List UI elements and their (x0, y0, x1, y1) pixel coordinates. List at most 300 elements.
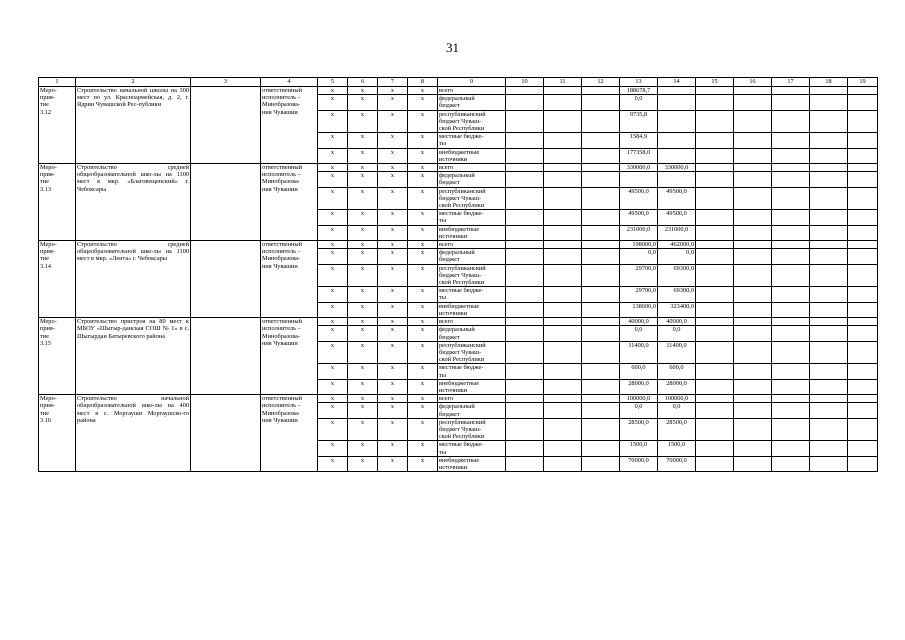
empty-cell (810, 441, 848, 456)
empty-cell (810, 225, 848, 240)
x-mark: х (408, 95, 438, 110)
x-mark: х (408, 164, 438, 172)
column-number-7: 7 (378, 78, 408, 87)
x-mark: х (318, 241, 348, 249)
empty-cell (810, 187, 848, 210)
column-number-9: 9 (438, 78, 506, 87)
value-col-13: 177358,0 (620, 148, 658, 163)
x-mark: х (408, 318, 438, 326)
x-mark: х (378, 318, 408, 326)
empty-cell (544, 164, 582, 172)
column-number-10: 10 (506, 78, 544, 87)
value-col-14: 1500,0 (658, 441, 696, 456)
x-mark: х (408, 287, 438, 302)
empty-cell (544, 95, 582, 110)
empty-cell (506, 341, 544, 364)
x-mark: х (318, 403, 348, 418)
empty-cell (772, 133, 810, 148)
x-mark: х (408, 148, 438, 163)
empty-cell (696, 225, 734, 240)
column-number-2: 2 (76, 78, 191, 87)
x-mark: х (378, 95, 408, 110)
empty-cell (734, 225, 772, 240)
x-mark: х (348, 210, 378, 225)
value-col-13: 138600,0 (620, 302, 658, 317)
x-mark: х (348, 249, 378, 264)
empty-cell (506, 249, 544, 264)
empty-cell (734, 95, 772, 110)
x-mark: х (408, 249, 438, 264)
empty-cell (734, 341, 772, 364)
value-col-14: 69300,0 (658, 287, 696, 302)
x-mark: х (378, 264, 408, 287)
x-mark: х (318, 364, 348, 379)
empty-cell (696, 364, 734, 379)
empty-cell (734, 287, 772, 302)
empty-cell (506, 456, 544, 471)
x-mark: х (318, 110, 348, 133)
empty-cell (772, 95, 810, 110)
empty-cell (848, 341, 878, 364)
empty-cell (848, 364, 878, 379)
funding-source: местные бюдже- ты (438, 133, 506, 148)
empty-cell (772, 395, 810, 403)
x-mark: х (408, 326, 438, 341)
x-mark: х (378, 164, 408, 172)
empty-cell (810, 287, 848, 302)
funding-source: федеральный бюджет (438, 172, 506, 187)
value-col-14: 28500,0 (658, 418, 696, 441)
value-col-13: 198000,0 (620, 241, 658, 249)
empty-cell (191, 241, 261, 318)
empty-cell (696, 302, 734, 317)
empty-cell (582, 364, 620, 379)
empty-cell (506, 264, 544, 287)
x-mark: х (318, 418, 348, 441)
empty-cell (582, 302, 620, 317)
empty-cell (848, 395, 878, 403)
x-mark: х (378, 403, 408, 418)
empty-cell (848, 87, 878, 95)
x-mark: х (378, 379, 408, 394)
empty-cell (506, 302, 544, 317)
value-col-13: 0,0 (620, 95, 658, 110)
empty-cell (696, 164, 734, 172)
empty-cell (772, 241, 810, 249)
x-mark: х (408, 87, 438, 95)
empty-cell (544, 326, 582, 341)
value-col-14 (658, 148, 696, 163)
empty-cell (696, 395, 734, 403)
empty-cell (544, 456, 582, 471)
funding-source: внебюджетные источники (438, 225, 506, 240)
value-col-13: 28500,0 (620, 418, 658, 441)
empty-cell (734, 326, 772, 341)
empty-cell (582, 164, 620, 172)
x-mark: х (348, 148, 378, 163)
empty-cell (848, 441, 878, 456)
x-mark: х (318, 225, 348, 240)
empty-cell (734, 302, 772, 317)
x-mark: х (348, 341, 378, 364)
column-number-3: 3 (191, 78, 261, 87)
empty-cell (544, 364, 582, 379)
empty-cell (734, 379, 772, 394)
empty-cell (848, 287, 878, 302)
empty-cell (696, 318, 734, 326)
value-col-13: 330000,0 (620, 164, 658, 172)
empty-cell (506, 95, 544, 110)
funding-source: внебюджетные источники (438, 148, 506, 163)
empty-cell (772, 187, 810, 210)
empty-cell (191, 87, 261, 164)
empty-cell (506, 418, 544, 441)
empty-cell (772, 225, 810, 240)
value-col-14: 40000,0 (658, 318, 696, 326)
x-mark: х (378, 172, 408, 187)
value-col-14 (658, 87, 696, 95)
measure-name: Строительство начальной общеобразовательной шко-лы на 400 мест в с. Моргауши Моргаушско-го района (76, 395, 191, 472)
empty-cell (506, 287, 544, 302)
x-mark: х (348, 326, 378, 341)
funding-source: всего (438, 395, 506, 403)
empty-cell (544, 133, 582, 148)
empty-cell (582, 95, 620, 110)
value-col-14: 70000,0 (658, 456, 696, 471)
column-number-14: 14 (658, 78, 696, 87)
empty-cell (848, 318, 878, 326)
funding-source: местные бюдже- ты (438, 210, 506, 225)
empty-cell (772, 441, 810, 456)
empty-cell (544, 441, 582, 456)
empty-cell (506, 133, 544, 148)
funding-source: внебюджетные источники (438, 456, 506, 471)
x-mark: х (408, 110, 438, 133)
empty-cell (772, 456, 810, 471)
empty-cell (696, 95, 734, 110)
empty-cell (848, 210, 878, 225)
value-col-13: 49500,0 (620, 187, 658, 210)
x-mark: х (318, 318, 348, 326)
table-body (39, 78, 878, 472)
empty-cell (696, 287, 734, 302)
value-col-14: 323400,0 (658, 302, 696, 317)
value-col-13: 0,0 (620, 403, 658, 418)
empty-cell (848, 264, 878, 287)
empty-cell (810, 210, 848, 225)
x-mark: х (318, 172, 348, 187)
x-mark: х (318, 249, 348, 264)
funding-source: всего (438, 318, 506, 326)
empty-cell (506, 225, 544, 240)
empty-cell (810, 302, 848, 317)
value-col-14: 330000,0 (658, 164, 696, 172)
empty-cell (544, 249, 582, 264)
measure-row (39, 241, 878, 249)
x-mark: х (378, 241, 408, 249)
responsible-executor: ответственный исполнитель – Минобразова- ния Чувашии (261, 87, 318, 164)
measure-row (39, 164, 878, 172)
measure-code: Меро- прия- тие 3.14 (39, 241, 76, 318)
empty-cell (506, 379, 544, 394)
empty-cell (810, 395, 848, 403)
empty-cell (772, 164, 810, 172)
empty-cell (544, 287, 582, 302)
empty-cell (696, 456, 734, 471)
program-measures-table (38, 77, 878, 472)
empty-cell (544, 395, 582, 403)
funding-source: федеральный бюджет (438, 95, 506, 110)
value-col-14 (658, 110, 696, 133)
empty-cell (506, 364, 544, 379)
empty-cell (582, 264, 620, 287)
empty-cell (810, 241, 848, 249)
empty-cell (772, 379, 810, 394)
empty-cell (772, 172, 810, 187)
empty-cell (696, 418, 734, 441)
funding-source: всего (438, 241, 506, 249)
x-mark: х (378, 364, 408, 379)
empty-cell (734, 264, 772, 287)
x-mark: х (348, 287, 378, 302)
value-col-13: 188678,7 (620, 87, 658, 95)
empty-cell (544, 225, 582, 240)
x-mark: х (348, 364, 378, 379)
empty-cell (696, 110, 734, 133)
x-mark: х (348, 264, 378, 287)
x-mark: х (348, 403, 378, 418)
funding-source: внебюджетные источники (438, 302, 506, 317)
measure-code: Меро- прия- тие 3.15 (39, 318, 76, 395)
empty-cell (810, 418, 848, 441)
x-mark: х (348, 302, 378, 317)
empty-cell (696, 326, 734, 341)
x-mark: х (378, 326, 408, 341)
column-number-13: 13 (620, 78, 658, 87)
empty-cell (734, 110, 772, 133)
x-mark: х (378, 133, 408, 148)
x-mark: х (348, 110, 378, 133)
x-mark: х (408, 341, 438, 364)
funding-source: федеральный бюджет (438, 249, 506, 264)
value-col-14: 600,0 (658, 364, 696, 379)
empty-cell (696, 241, 734, 249)
empty-cell (544, 210, 582, 225)
column-number-12: 12 (582, 78, 620, 87)
value-col-13: 231000,0 (620, 225, 658, 240)
value-col-13: 28000,0 (620, 379, 658, 394)
x-mark: х (378, 249, 408, 264)
x-mark: х (348, 379, 378, 394)
empty-cell (848, 249, 878, 264)
x-mark: х (378, 110, 408, 133)
x-mark: х (348, 164, 378, 172)
empty-cell (582, 441, 620, 456)
x-mark: х (348, 133, 378, 148)
empty-cell (506, 241, 544, 249)
measure-name: Строительство пристроя на 80 мест к МБОУ «Шыгыр-данская СОШ № 1» в с. Шыгырдан Батыревского района (76, 318, 191, 395)
empty-cell (696, 87, 734, 95)
x-mark: х (318, 264, 348, 287)
empty-cell (544, 379, 582, 394)
empty-cell (734, 133, 772, 148)
empty-cell (848, 302, 878, 317)
measure-row (39, 318, 878, 326)
value-col-13: 1500,0 (620, 441, 658, 456)
funding-source: местные бюдже- ты (438, 441, 506, 456)
empty-cell (582, 225, 620, 240)
empty-cell (544, 148, 582, 163)
empty-cell (848, 379, 878, 394)
empty-cell (810, 87, 848, 95)
x-mark: х (348, 87, 378, 95)
page-number: 31 (446, 40, 459, 55)
value-col-13: 11400,0 (620, 341, 658, 364)
funding-source: республиканский бюджет Чуваш- ской Республики (438, 341, 506, 364)
empty-cell (506, 110, 544, 133)
x-mark: х (408, 403, 438, 418)
empty-cell (810, 249, 848, 264)
value-col-14: 0,0 (658, 249, 696, 264)
empty-cell (506, 441, 544, 456)
empty-cell (810, 95, 848, 110)
empty-cell (734, 241, 772, 249)
x-mark: х (378, 341, 408, 364)
empty-cell (191, 318, 261, 395)
empty-cell (582, 87, 620, 95)
value-col-13 (620, 172, 658, 187)
x-mark: х (318, 95, 348, 110)
x-mark: х (408, 302, 438, 317)
empty-cell (582, 379, 620, 394)
x-mark: х (378, 225, 408, 240)
x-mark: х (408, 241, 438, 249)
empty-cell (544, 318, 582, 326)
x-mark: х (348, 172, 378, 187)
empty-cell (544, 110, 582, 133)
funding-source: республиканский бюджет Чуваш- ской Республики (438, 418, 506, 441)
x-mark: х (318, 287, 348, 302)
empty-cell (734, 441, 772, 456)
empty-cell (810, 379, 848, 394)
empty-cell (506, 164, 544, 172)
x-mark: х (378, 418, 408, 441)
value-col-13: 1584,9 (620, 133, 658, 148)
empty-cell (734, 249, 772, 264)
value-col-14: 0,0 (658, 403, 696, 418)
empty-cell (772, 148, 810, 163)
empty-cell (544, 302, 582, 317)
measure-row (39, 87, 878, 95)
x-mark: х (408, 225, 438, 240)
funding-source: местные бюдже- ты (438, 287, 506, 302)
empty-cell (772, 403, 810, 418)
x-mark: х (408, 187, 438, 210)
x-mark: х (318, 326, 348, 341)
funding-source: республиканский бюджет Чуваш- ской Республики (438, 264, 506, 287)
empty-cell (772, 326, 810, 341)
empty-cell (848, 187, 878, 210)
column-number-5: 5 (318, 78, 348, 87)
empty-cell (734, 164, 772, 172)
empty-cell (582, 287, 620, 302)
x-mark: х (378, 210, 408, 225)
responsible-executor: ответственный исполнитель – Минобразова- ния Чувашии (261, 395, 318, 472)
empty-cell (772, 87, 810, 95)
x-mark: х (408, 395, 438, 403)
column-number-8: 8 (408, 78, 438, 87)
empty-cell (582, 187, 620, 210)
x-mark: х (348, 225, 378, 240)
empty-cell (848, 403, 878, 418)
empty-cell (191, 395, 261, 472)
funding-source: внебюджетные источники (438, 379, 506, 394)
empty-cell (582, 318, 620, 326)
value-col-14: 11400,0 (658, 341, 696, 364)
value-col-13: 29700,0 (620, 264, 658, 287)
x-mark: х (318, 87, 348, 95)
x-mark: х (408, 133, 438, 148)
x-mark: х (348, 241, 378, 249)
empty-cell (582, 172, 620, 187)
value-col-13: 0,0 (620, 326, 658, 341)
empty-cell (734, 403, 772, 418)
x-mark: х (318, 210, 348, 225)
column-number-1: 1 (39, 78, 76, 87)
empty-cell (848, 418, 878, 441)
empty-cell (544, 418, 582, 441)
funding-source: федеральный бюджет (438, 403, 506, 418)
empty-cell (772, 210, 810, 225)
empty-cell (848, 133, 878, 148)
x-mark: х (348, 318, 378, 326)
responsible-executor: ответственный исполнитель – Минобразова- ния Чувашии (261, 164, 318, 241)
empty-cell (696, 264, 734, 287)
empty-cell (772, 287, 810, 302)
empty-cell (734, 395, 772, 403)
value-col-14 (658, 172, 696, 187)
x-mark: х (378, 148, 408, 163)
empty-cell (734, 364, 772, 379)
column-number-4: 4 (261, 78, 318, 87)
empty-cell (582, 241, 620, 249)
x-mark: х (348, 456, 378, 471)
empty-cell (772, 110, 810, 133)
empty-cell (544, 187, 582, 210)
x-mark: х (318, 395, 348, 403)
value-col-13: 9735,8 (620, 110, 658, 133)
x-mark: х (318, 187, 348, 210)
value-col-14 (658, 133, 696, 148)
x-mark: х (408, 364, 438, 379)
empty-cell (810, 456, 848, 471)
empty-cell (582, 395, 620, 403)
value-col-14: 231000,0 (658, 225, 696, 240)
empty-cell (582, 326, 620, 341)
empty-cell (582, 249, 620, 264)
column-number-6: 6 (348, 78, 378, 87)
x-mark: х (408, 418, 438, 441)
empty-cell (506, 172, 544, 187)
empty-cell (810, 364, 848, 379)
value-col-14: 49500,0 (658, 210, 696, 225)
empty-cell (191, 164, 261, 241)
empty-cell (544, 341, 582, 364)
x-mark: х (408, 379, 438, 394)
value-col-13: 600,0 (620, 364, 658, 379)
empty-cell (772, 318, 810, 326)
measure-code: Меро- прия- тие 3.12 (39, 87, 76, 164)
